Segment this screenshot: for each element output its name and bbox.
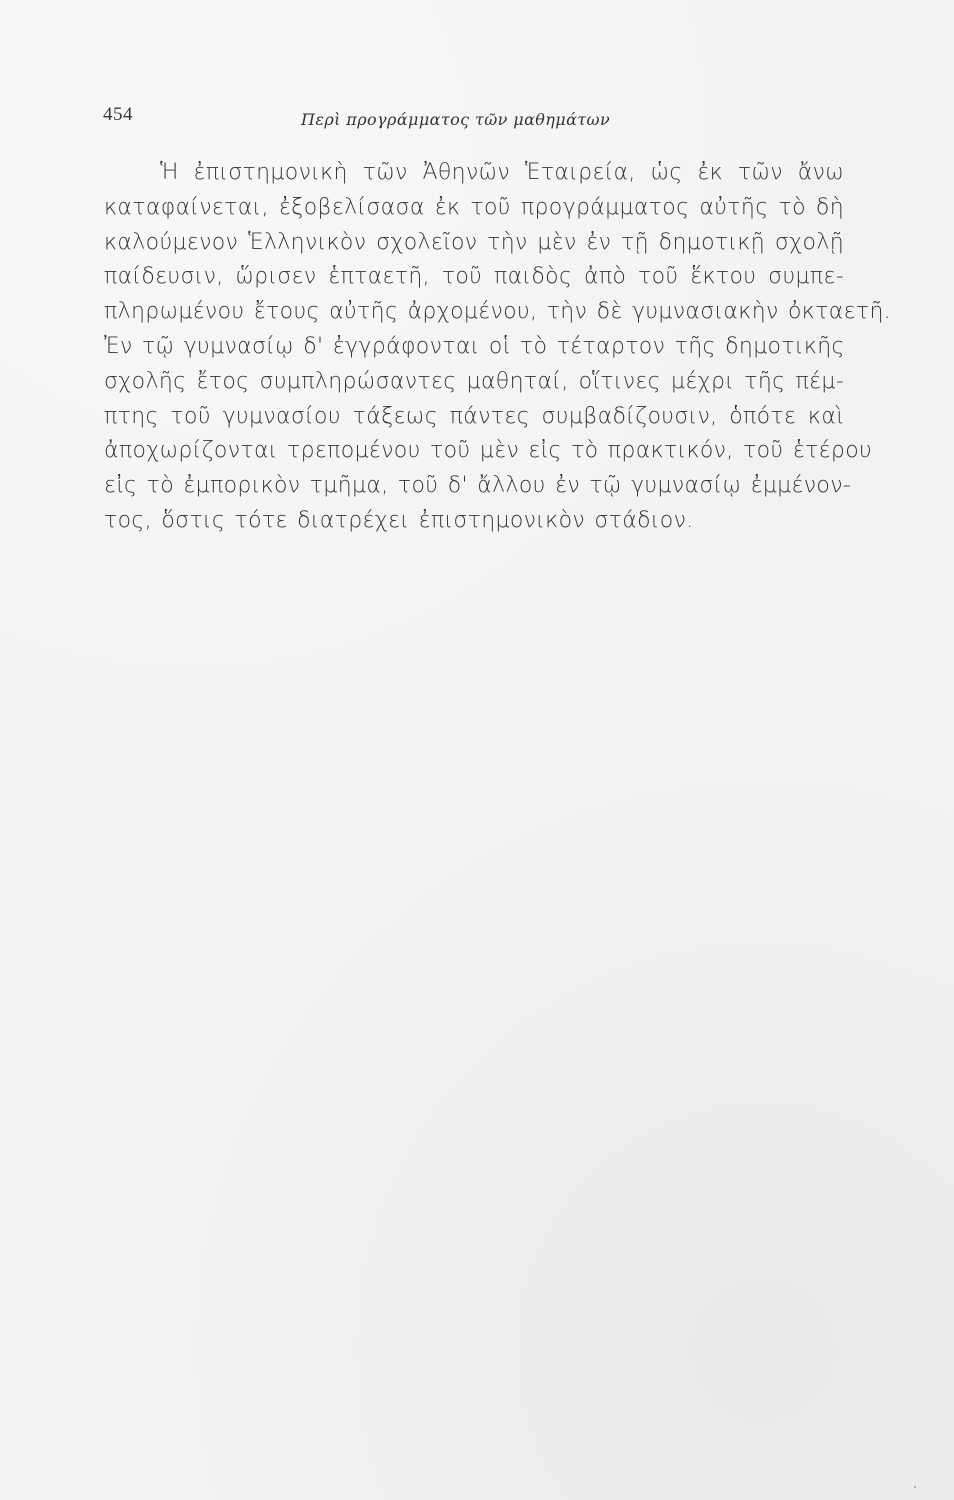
text-line: Ἡ ἐπιστημονικὴ τῶν Ἀθηνῶν Ἑταιρεία, ὡς ἐκ τῶν ἄνω [160, 160, 844, 185]
text-line: ἀποχωρίζονται τρεπομένου τοῦ μὲν εἰς τὸ πρακτικόν, τοῦ ἑτέρου [104, 438, 873, 464]
text-line: καταφαίνεται, ἐξοβελίσασα ἐκ τοῦ προγράμματος αὐτῆς τὸ δὴ [104, 194, 844, 220]
scan-speck [914, 1486, 916, 1488]
text-line: σχολῆς ἔτος συμπληρώσαντες μαθηταί, οἵτινες μέχρι τῆς πέμ- [104, 368, 844, 394]
text-line: πληρωμένου ἔτους αὐτῆς ἀρχομένου, τὴν δὲ γυμνασιακὴν ὀκταετῆ. [104, 299, 892, 325]
page-header [103, 104, 863, 134]
text-line: παίδευσιν, ὥρισεν ἑπταετῆ, τοῦ παιδὸς ἀπὸ τοῦ ἕκτου συμπε- [104, 264, 844, 290]
text-line: Ἐν τῷ γυμνασίῳ δ' ἐγγράφονται οἱ τὸ τέταρτον τῆς δημοτικῆς [104, 333, 845, 359]
running-title: Περὶ προγράμματος τῶν μαθημάτων [301, 110, 611, 129]
text-line: καλούμενον Ἑλληνικὸν σχολεῖον τὴν μὲν ἐν τῇ δημοτικῇ σχολῇ [104, 229, 844, 255]
text-line: τος, ὅστις τότε διατρέχει ἐπιστημονικὸν στάδιον. [104, 507, 694, 533]
body-paragraph [104, 156, 892, 539]
text-line: εἰς τὸ ἐμπορικὸν τμῆμα, τοῦ δ' ἄλλου ἐν τῷ γυμνασίῳ ἐμμένον- [104, 473, 852, 499]
page-number: 454 [103, 104, 133, 125]
text-line: πτης τοῦ γυμνασίου τάξεως πάντες συμβαδίζουσιν, ὁπότε καὶ [104, 403, 844, 429]
